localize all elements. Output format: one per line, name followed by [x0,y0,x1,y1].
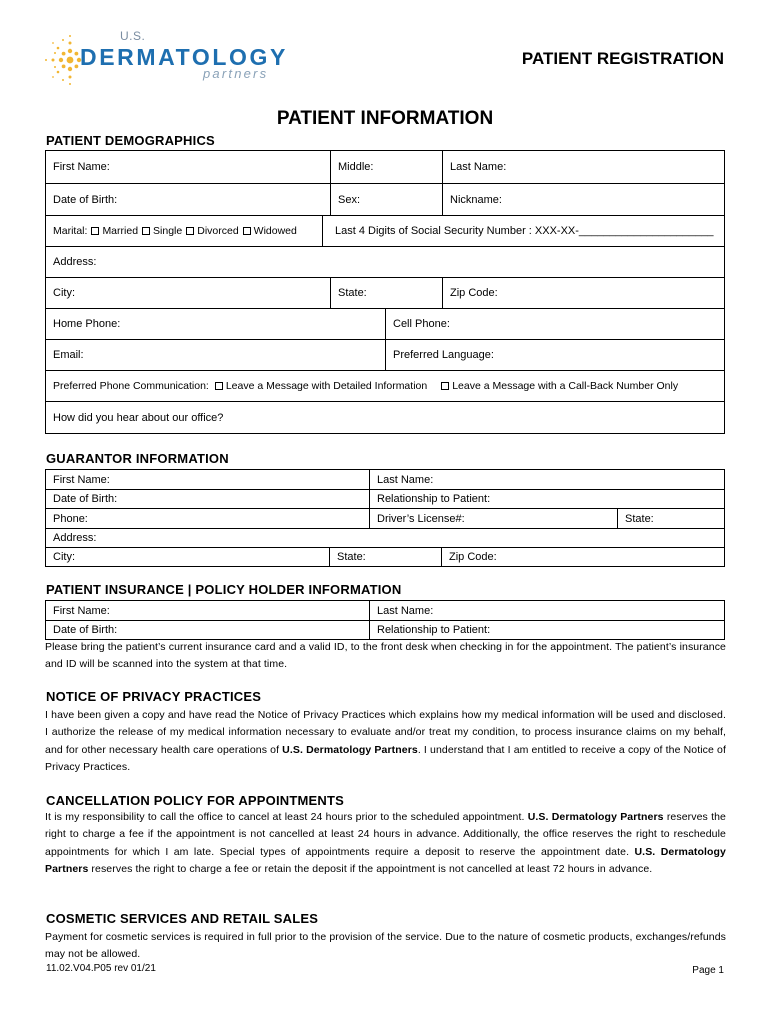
cancellation-paragraph [45,809,726,878]
widowed-checkbox[interactable] [243,227,251,235]
guarantor-last-name-field[interactable] [369,470,724,489]
logo-us-text: U.S. [120,29,146,43]
guarantor-first-name-label: First Name: [53,473,110,486]
callback-only-label: Leave a Message with a Call-Back Number Only [452,380,679,392]
last-name-field[interactable] [442,151,724,183]
cell-phone-label: Cell Phone: [393,318,450,330]
company-logo [40,24,288,90]
insurance-section-title: PATIENT INSURANCE | POLICY HOLDER INFORMATION [46,582,402,597]
demographics-row-dob [46,183,724,215]
pref-comm-label: Preferred Phone Communication: [53,380,209,392]
cancellation-text-1: It is my responsibility to call the office to cancel at least 24 hours prior to the scheduled appointment. [45,811,528,823]
guarantor-zip-field[interactable] [441,548,724,566]
policy-holder-first-name-label: First Name: [53,604,110,617]
privacy-paragraph [45,707,726,776]
guarantor-row-name [46,470,724,489]
first-name-label: First Name: [53,161,110,173]
cosmetic-paragraph: Payment for cosmetic services is required in full prior to the provision of the service. Due to the nature of cosmetic products, exchanges/refunds may not be allowed. [45,931,726,961]
divorced-option-label: Divorced [197,225,239,237]
demographics-row-email [46,339,724,370]
divorced-checkbox[interactable] [186,227,194,235]
cancellation-company-name-1: U.S. Dermatology Partners [527,811,664,823]
guarantor-address-field[interactable] [46,529,724,547]
dob-field[interactable] [46,184,330,215]
guarantor-license-field[interactable] [369,509,617,528]
document-title: PATIENT REGISTRATION [521,49,724,68]
state-label: State: [338,287,367,299]
guarantor-license-state-label: State: [625,512,654,525]
guarantor-phone-field[interactable] [46,509,369,528]
email-label: Email: [53,349,84,361]
guarantor-dob-field[interactable] [46,490,369,508]
demographics-form [45,150,725,434]
demographics-row-phone [46,308,724,339]
privacy-section-title: NOTICE OF PRIVACY PRACTICES [46,689,262,704]
demographics-row-referral [46,401,724,433]
logo-partners-text: partners [203,66,269,81]
address-label: Address: [53,256,97,268]
marital-status-field [46,216,322,246]
guarantor-phone-label: Phone: [53,512,88,525]
referral-source-label: How did you hear about our office? [53,411,224,424]
cosmetic-section-title: COSMETIC SERVICES AND RETAIL SALES [46,911,319,926]
guarantor-row-address [46,528,724,547]
privacy-text-2: . I understand that I am entitled to receive a copy of the Notice of Privacy Practices. [45,743,726,773]
city-field[interactable] [46,278,330,308]
demographics-row-name [46,151,724,183]
guarantor-city-label: City: [53,551,75,563]
policy-holder-relationship-field[interactable] [369,621,724,639]
insurance-note: Please bring the patient’s current insurance card and a valid ID, to the front desk when checking in for the appointment. The patient’s insurance and ID will be scanned into the system at that time. [45,641,726,671]
marital-label: Marital: [53,225,88,237]
guarantor-address-label: Address: [53,532,97,544]
preferred-communication-field [46,371,724,401]
sex-field[interactable] [330,184,442,215]
middle-name-field[interactable] [330,151,442,183]
callback-only-checkbox[interactable] [441,382,449,390]
guarantor-license-label: Driver’s License#: [377,512,465,525]
guarantor-section-title: GUARANTOR INFORMATION [46,451,229,466]
city-label: City: [53,287,75,299]
page-title: PATIENT INFORMATION [276,108,494,129]
policy-holder-last-name-field[interactable] [369,601,724,620]
policy-holder-dob-label: Date of Birth: [53,624,118,636]
referral-source-field[interactable] [46,402,724,433]
guarantor-first-name-field[interactable] [46,470,369,489]
preferred-language-label: Preferred Language: [393,349,494,361]
guarantor-row-dob [46,489,724,508]
widowed-option-label: Widowed [253,225,297,237]
preferred-language-field[interactable] [385,340,724,370]
policy-holder-dob-field[interactable] [46,621,369,639]
policy-holder-relationship-label: Relationship to Patient: [377,624,491,636]
cancellation-text-3: reserves the right to charge a fee or retain the deposit if the appointment is not cancelled at least 72 hours in advance. [88,862,653,875]
page-number: Page 1 [692,965,724,976]
demographics-row-address [46,246,724,277]
sunburst-logo-icon [40,24,84,90]
guarantor-form [45,469,725,567]
nickname-field[interactable] [442,184,724,215]
logo-dermatology-text: DERMATOLOGY [80,44,288,70]
detailed-message-checkbox[interactable] [215,382,223,390]
guarantor-state-field[interactable] [329,548,441,566]
guarantor-relationship-field[interactable] [369,490,724,508]
cell-phone-field[interactable] [385,309,724,339]
policy-holder-first-name-field[interactable] [46,601,369,620]
guarantor-row-city [46,547,724,566]
guarantor-dob-label: Date of Birth: [53,493,118,505]
cancellation-company-name-2: U.S. Dermatology Partners [45,845,726,875]
insurance-row-name [46,601,724,620]
first-name-field[interactable] [46,151,330,183]
insurance-row-dob [46,620,724,639]
middle-name-label: Middle: [338,161,374,173]
guarantor-state-label: State: [337,551,366,563]
ssn-field[interactable] [322,216,724,246]
guarantor-last-name-label: Last Name: [377,473,434,486]
guarantor-relationship-label: Relationship to Patient: [377,493,491,505]
dob-label: Date of Birth: [53,193,118,206]
sex-label: Sex: [338,193,361,206]
single-option-label: Single [153,225,183,237]
state-field[interactable] [330,278,442,308]
zip-field[interactable] [442,278,724,308]
privacy-text-1: I have been given a copy and have read the Notice of Privacy Practices which explains how my medical information will be used and disclosed. I authorize the release of my medical information necessary to evaluate and/or treat my condition, to process insurance claims on my behalf, and for other necessary health care operations of [45,709,726,756]
married-checkbox[interactable] [91,227,99,235]
email-field[interactable] [46,340,385,370]
married-option-label: Married [102,225,139,237]
single-checkbox[interactable] [142,227,150,235]
guarantor-zip-label: Zip Code: [449,551,497,563]
guarantor-row-phone [46,508,724,528]
policy-holder-last-name-label: Last Name: [377,604,434,617]
guarantor-city-field[interactable] [46,548,329,566]
cancellation-section-title: CANCELLATION POLICY FOR APPOINTMENTS [46,793,345,808]
form-version-code: 11.02.V04.P05 rev 01/21 [46,963,156,974]
demographics-row-city [46,277,724,308]
home-phone-field[interactable] [46,309,385,339]
home-phone-label: Home Phone: [53,318,121,330]
demographics-row-marital [46,215,724,246]
address-field[interactable] [46,247,724,277]
privacy-company-name: U.S. Dermatology Partners [282,743,418,756]
detailed-message-label: Leave a Message with Detailed Information [225,380,428,392]
cancellation-text-2: reserves the right to charge a fee if the appointment is not cancelled at least 24 hours in advance. Additionally, the office reserves the right to reschedule appointments for which I am late. Special types of appointments require a deposit to reserve the appointment date. [45,811,726,858]
last-name-label: Last Name: [450,161,507,173]
zip-label: Zip Code: [450,287,498,299]
ssn-label: Last 4 Digits of Social Security Number : XXX-XX-______________________ [335,225,714,237]
demographics-section-title: PATIENT DEMOGRAPHICS [46,133,215,148]
demographics-row-pref-comm [46,370,724,401]
nickname-label: Nickname: [450,193,502,206]
insurance-form [45,600,725,640]
guarantor-license-state-field[interactable] [617,509,724,528]
